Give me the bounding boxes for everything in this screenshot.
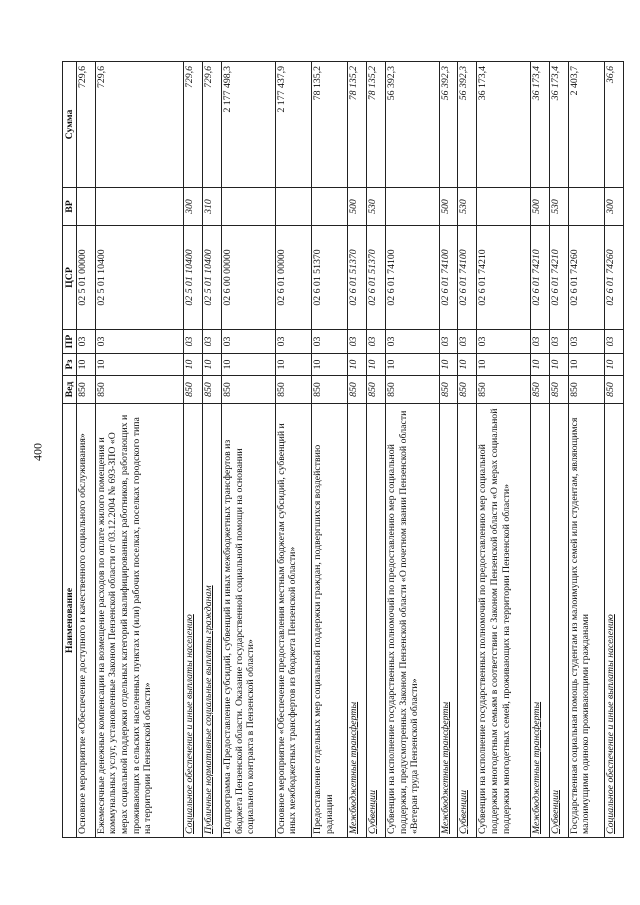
cell-rz: 10 [184,354,203,376]
cell-vr [385,188,439,226]
cell-rz: 10 [367,354,386,376]
table-row [311,62,347,838]
cell-name: Основное мероприятие «Обеспечение доступного и качественного социального обслуживания» [77,404,96,838]
header-vr: ВР [63,188,77,226]
cell-pr: 03 [530,330,549,354]
cell-rz: 10 [77,354,96,376]
cell-csr: 02 6 01 74210 [549,226,568,330]
cell-vr: 530 [458,188,477,226]
cell-name: Предоставление отдельных мер социальной поддержки граждан, подвергшихся воздействию радиации [311,404,347,838]
cell-csr: 02 6 01 74100 [458,226,477,330]
cell-csr: 02 6 01 74210 [477,226,531,330]
cell-sum: 36 173,4 [530,62,549,188]
cell-ved: 850 [311,376,347,404]
cell-ved: 850 [367,376,386,404]
table-row [222,62,276,838]
table-body [77,62,624,838]
cell-sum: 56 392,3 [439,62,458,188]
cell-rz: 10 [530,354,549,376]
table-row [605,62,624,838]
cell-name: Основное мероприятие «Обеспечение предоставления местным бюджетам субсидий, субвенций и иных межбюджетных трансфертов из бюджета Пензенской области» [275,404,311,838]
cell-csr: 02 6 00 00000 [222,226,276,330]
cell-ved: 850 [530,376,549,404]
cell-csr: 02 6 01 74100 [439,226,458,330]
table-row [385,62,439,838]
cell-pr: 03 [439,330,458,354]
header-ved: Вед [63,376,77,404]
rotated-table-container [62,62,624,838]
header-pr: ПР [63,330,77,354]
cell-sum: 729,6 [77,62,96,188]
header-sum: Сумма [63,62,77,188]
cell-csr: 02 6 01 51370 [311,226,347,330]
cell-vr: 530 [549,188,568,226]
table-row [530,62,549,838]
cell-sum: 78 135,2 [348,62,367,188]
cell-rz: 10 [439,354,458,376]
cell-csr: 02 6 01 74100 [385,226,439,330]
cell-vr: 530 [367,188,386,226]
cell-name: Межбюджетные трансферты [530,404,549,838]
cell-name: Подпрограмма «Предоставление субсидий, субвенций и иных межбюджетных трансфертов из бюджета Пензенской области. Оказание государственной социальной помощи на основании социального контракта в Пензенской области» [222,404,276,838]
table-row [477,62,531,838]
cell-name: Государственная социальная помощь студентам из малоимущих семей или студентам, являющимся малоимущими одиноко проживающими гражданами [568,404,604,838]
cell-ved: 850 [605,376,624,404]
cell-csr: 02 6 01 74260 [568,226,604,330]
cell-pr: 03 [95,330,183,354]
cell-ved: 850 [568,376,604,404]
cell-ved: 850 [184,376,203,404]
cell-sum: 2 177 498,3 [222,62,276,188]
cell-pr: 03 [605,330,624,354]
cell-vr [77,188,96,226]
cell-pr: 03 [184,330,203,354]
table-header [63,62,77,838]
cell-vr [568,188,604,226]
cell-name: Субвенции на исполнение государственных полномочий по предоставлению мер социальной поддержки многодетным семьям в соответствии с Законом Пензенской области «О мерах социальной поддержки многодетных семей, проживающих на территории Пензенской области» [477,404,531,838]
budget-table [62,61,624,838]
cell-rz: 10 [477,354,531,376]
cell-ved: 850 [77,376,96,404]
table-row [203,62,222,838]
cell-rz: 10 [568,354,604,376]
cell-pr: 03 [222,330,276,354]
table-row [367,62,386,838]
cell-csr: 02 5 01 10400 [203,226,222,330]
cell-ved: 850 [95,376,183,404]
cell-name: Субвенции [549,404,568,838]
cell-name: Субвенции [367,404,386,838]
cell-name: Субвенции [458,404,477,838]
cell-rz: 10 [348,354,367,376]
cell-name: Ежемесячные денежные компенсации на возмещение расходов по оплате жилого помещения и коммунальных услуг, установленные Законом Пензенской области от 03.12.2004 № 693-ЗПО «О мерах социальной поддержки отдельных категорий квалифицированных работников, работающих и проживающих в сельских населенных пунктах и (или) рабочих поселках, поселках городского типа на территории Пензенской области» [95,404,183,838]
cell-pr: 03 [77,330,96,354]
cell-vr: 300 [605,188,624,226]
cell-vr [95,188,183,226]
cell-sum: 729,6 [95,62,183,188]
cell-name: Социальное обеспечение и иные выплаты населению [184,404,203,838]
cell-vr [222,188,276,226]
cell-name: Межбюджетные трансферты [348,404,367,838]
cell-vr: 500 [530,188,549,226]
cell-rz: 10 [605,354,624,376]
cell-pr: 03 [568,330,604,354]
header-name: Наименование [63,404,77,838]
cell-sum: 2 177 437,9 [275,62,311,188]
cell-pr: 03 [367,330,386,354]
cell-ved: 850 [549,376,568,404]
table-row [439,62,458,838]
cell-sum: 729,6 [203,62,222,188]
cell-csr: 02 5 01 10400 [184,226,203,330]
cell-sum: 56 392,3 [458,62,477,188]
cell-rz: 10 [275,354,311,376]
cell-pr: 03 [348,330,367,354]
table-row [348,62,367,838]
cell-csr: 02 6 01 51370 [348,226,367,330]
cell-vr [275,188,311,226]
cell-sum: 36 173,4 [477,62,531,188]
cell-vr [311,188,347,226]
cell-pr: 03 [311,330,347,354]
cell-csr: 02 5 01 00000 [77,226,96,330]
cell-pr: 03 [477,330,531,354]
cell-vr: 300 [184,188,203,226]
cell-vr: 310 [203,188,222,226]
cell-sum: 36 173,4 [549,62,568,188]
cell-name: Межбюджетные трансферты [439,404,458,838]
cell-ved: 850 [385,376,439,404]
cell-rz: 10 [222,354,276,376]
cell-pr: 03 [385,330,439,354]
cell-sum: 729,6 [184,62,203,188]
cell-rz: 10 [95,354,183,376]
table-row [549,62,568,838]
cell-sum: 2 403,7 [568,62,604,188]
table-row [95,62,183,838]
table-row [184,62,203,838]
header-row [63,62,77,838]
cell-sum: 78 135,2 [367,62,386,188]
cell-vr: 500 [439,188,458,226]
cell-rz: 10 [203,354,222,376]
cell-ved: 850 [458,376,477,404]
table-row [458,62,477,838]
cell-ved: 850 [275,376,311,404]
cell-ved: 850 [348,376,367,404]
cell-name: Социальное обеспечение и иные выплаты населению [605,404,624,838]
cell-vr: 500 [348,188,367,226]
table-row [77,62,96,838]
cell-pr: 03 [549,330,568,354]
cell-ved: 850 [439,376,458,404]
cell-ved: 850 [222,376,276,404]
cell-rz: 10 [311,354,347,376]
cell-rz: 10 [549,354,568,376]
cell-pr: 03 [458,330,477,354]
cell-ved: 850 [203,376,222,404]
cell-sum: 36,6 [605,62,624,188]
cell-vr [477,188,531,226]
cell-name: Субвенции на исполнение государственных полномочий по предоставлению мер социальной поддержки, предусмотренных Законом Пензенской области «О почетном звании Пензенской области «Ветеран труда Пензенской области» [385,404,439,838]
cell-csr: 02 6 01 74210 [530,226,549,330]
cell-ved: 850 [477,376,531,404]
page-number: 400 [30,443,45,461]
header-csr: ЦСР [63,226,77,330]
cell-rz: 10 [385,354,439,376]
cell-pr: 03 [203,330,222,354]
table-row [568,62,604,838]
cell-csr: 02 6 01 51370 [367,226,386,330]
cell-sum: 56 392,3 [385,62,439,188]
cell-sum: 78 135,2 [311,62,347,188]
cell-csr: 02 6 01 74260 [605,226,624,330]
header-rz: Рз [63,354,77,376]
cell-csr: 02 5 01 10400 [95,226,183,330]
cell-pr: 03 [275,330,311,354]
cell-name: Публичные нормативные социальные выплаты гражданам [203,404,222,838]
cell-csr: 02 6 01 00000 [275,226,311,330]
cell-rz: 10 [458,354,477,376]
table-row [275,62,311,838]
